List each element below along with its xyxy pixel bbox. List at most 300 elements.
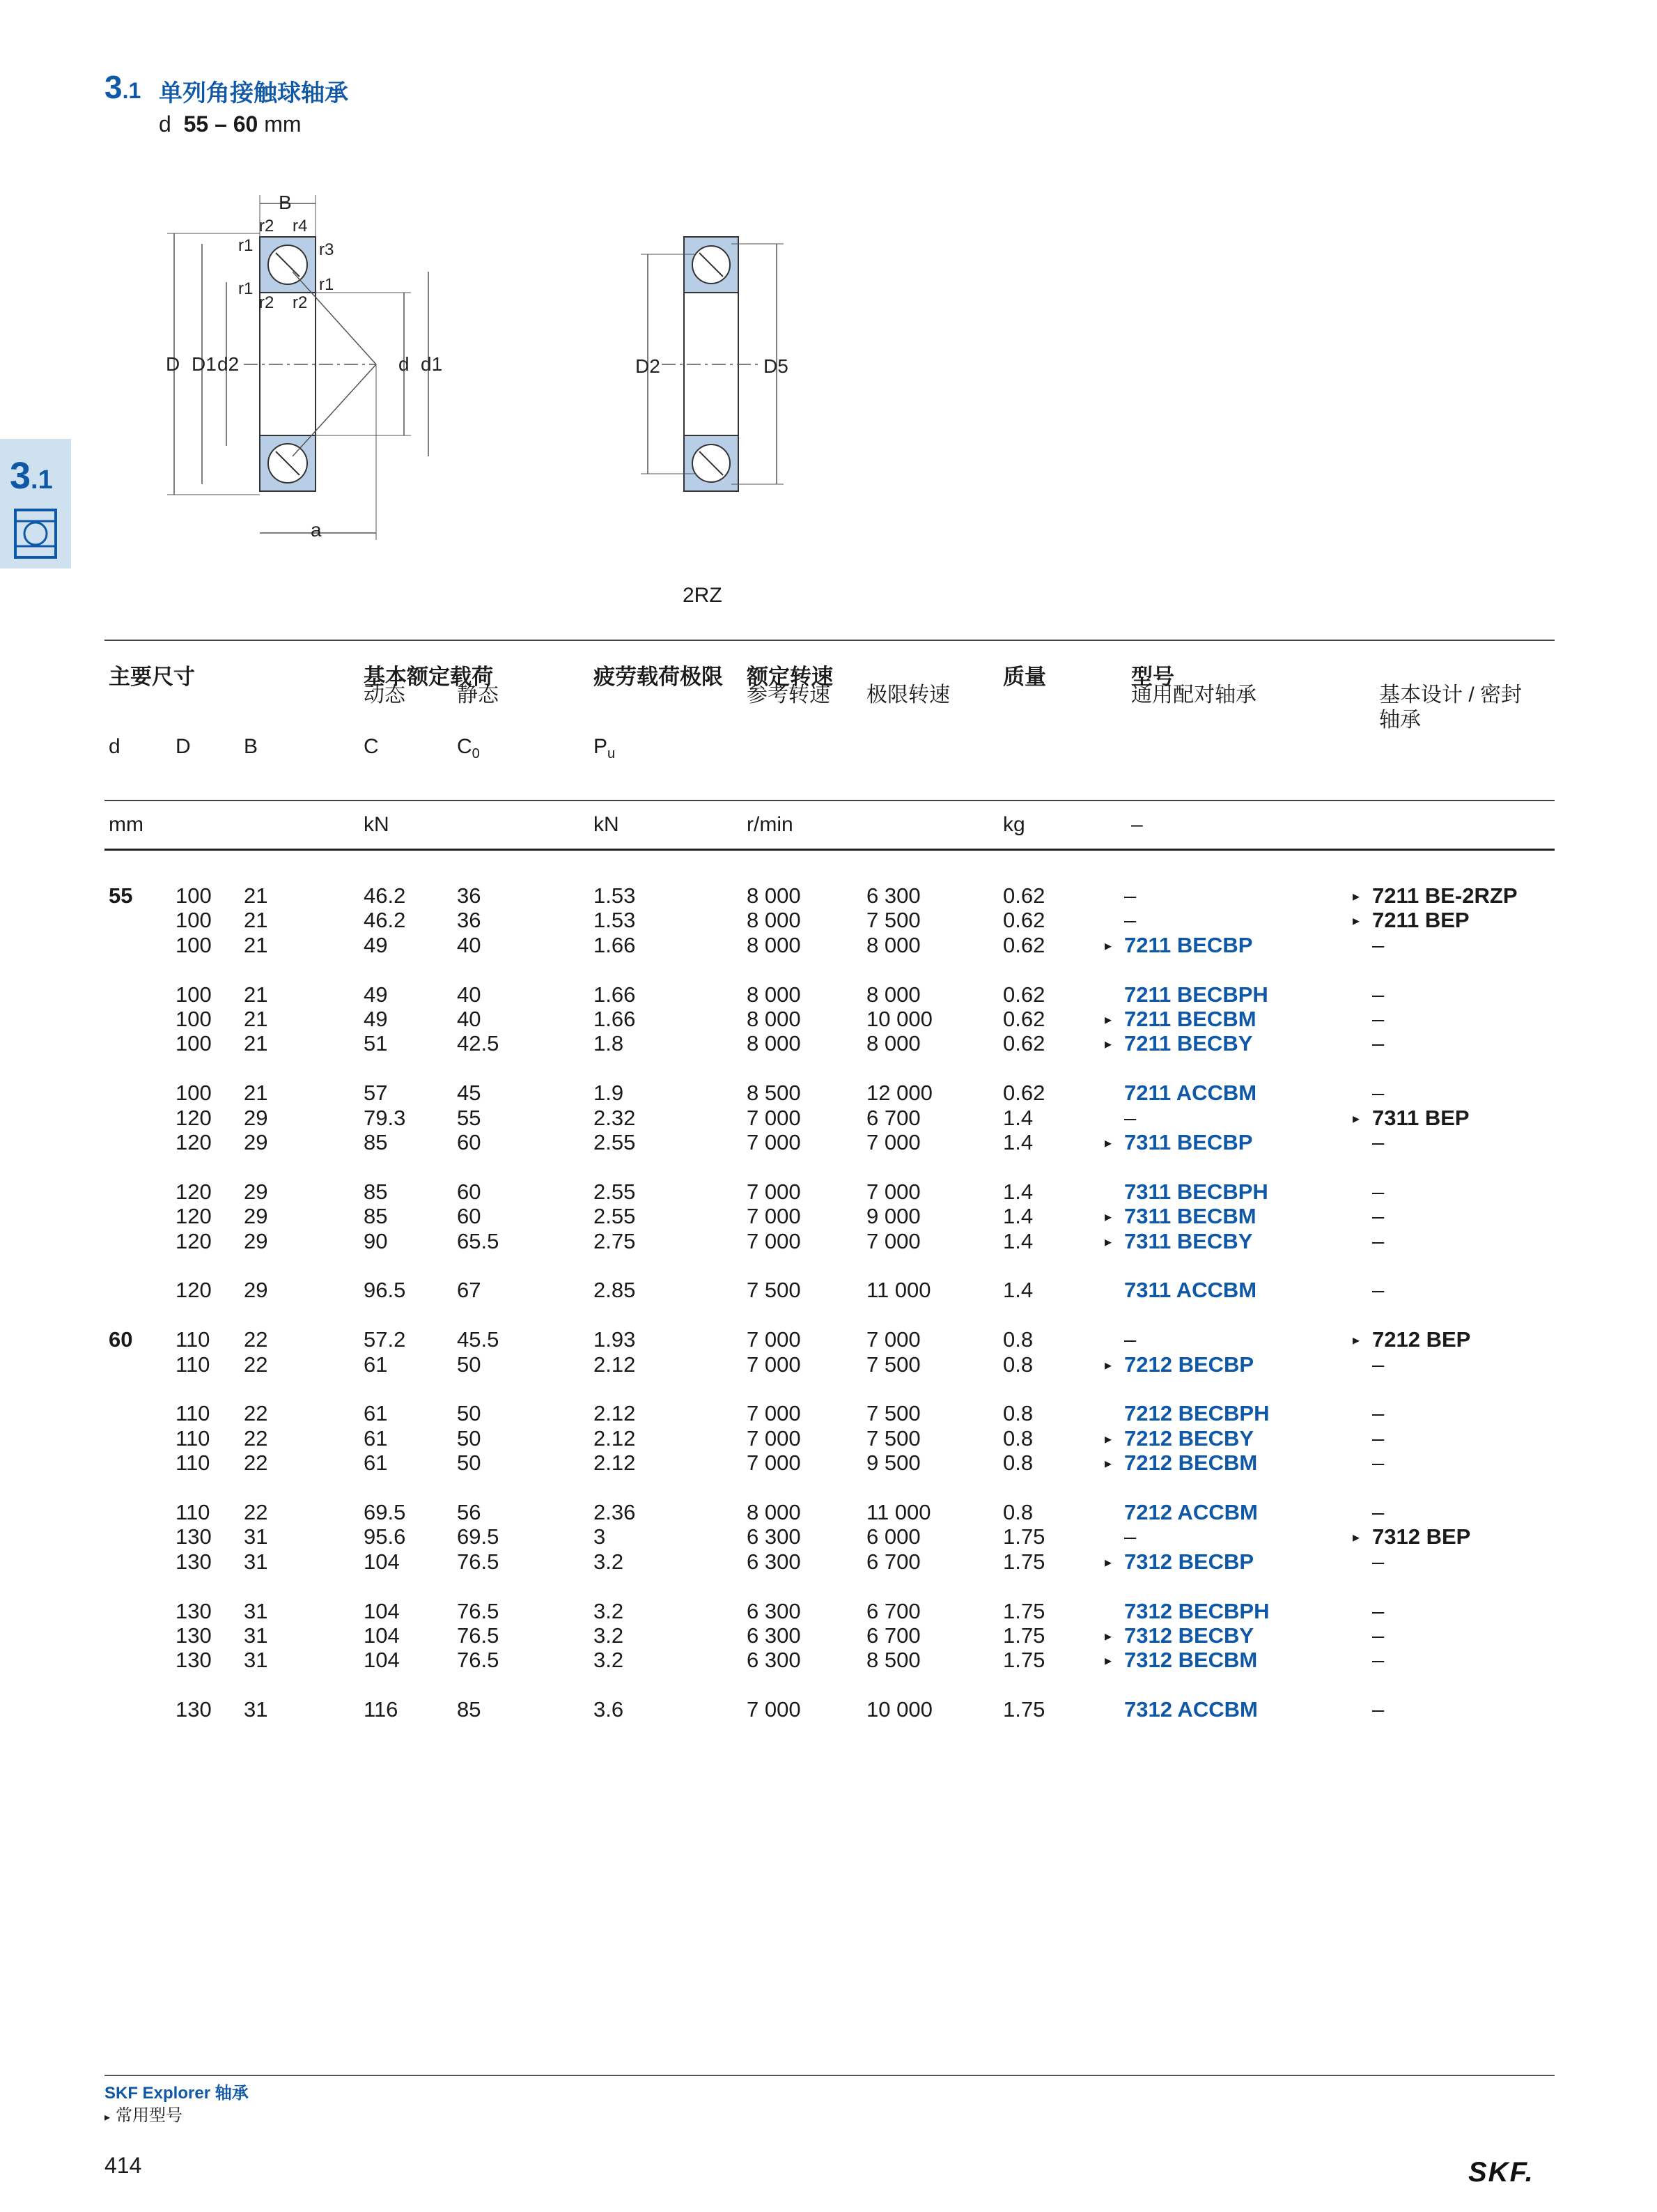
- universal-designation-text: 7312 BECBY: [1124, 1623, 1254, 1648]
- cell-ref-speed: 7 000: [747, 1105, 801, 1130]
- col-group-mass: 质量: [1003, 665, 1046, 689]
- svg-text:r1: r1: [238, 279, 254, 298]
- cell-universal-designation[interactable]: [1105, 1278, 1257, 1302]
- arrow-marker-icon: ▸: [1105, 1431, 1112, 1447]
- col-universal: 通用配对轴承: [1131, 683, 1257, 706]
- cell-ref-speed: 8 000: [747, 1007, 801, 1031]
- cell-C0: 76.5: [457, 1549, 499, 1574]
- cell-ref-speed: 6 300: [747, 1524, 801, 1549]
- cell-ref-speed: 8 000: [747, 932, 801, 957]
- unit-designation: –: [1131, 813, 1143, 836]
- cell-ref-speed: 8 000: [747, 883, 801, 908]
- basic-design-text: –: [1372, 1598, 1385, 1623]
- footer-note: ▸ 常用型号: [104, 2106, 183, 2125]
- cell-ref-speed: 7 000: [747, 1228, 801, 1253]
- cell-ref-speed: 7 000: [747, 1697, 801, 1722]
- cell-C: 104: [364, 1598, 400, 1623]
- cell-C0: 76.5: [457, 1623, 499, 1648]
- svg-text:D: D: [166, 353, 180, 375]
- universal-designation-text: 7311 BECBP: [1124, 1130, 1253, 1154]
- cell-C0: 36: [457, 908, 481, 933]
- cell-C0: 85: [457, 1697, 481, 1722]
- cell-D: 100: [176, 1031, 212, 1056]
- cell-Pu: 2.75: [593, 1228, 636, 1253]
- cell-universal-designation[interactable]: [1105, 1549, 1254, 1577]
- basic-design-text: –: [1372, 1623, 1385, 1648]
- universal-designation-text: 7212 BECBY: [1124, 1425, 1254, 1451]
- cell-B: 22: [244, 1451, 268, 1476]
- cell-limit-speed: 6 700: [866, 1549, 921, 1574]
- cell-mass: 0.8: [1003, 1425, 1034, 1451]
- svg-text:D1: D1: [192, 353, 217, 375]
- cell-ref-speed: 6 300: [747, 1623, 801, 1648]
- cell-limit-speed: 11 000: [866, 1278, 931, 1303]
- cell-D: 110: [176, 1327, 210, 1352]
- cell-mass: 1.4: [1003, 1130, 1034, 1154]
- cell-basic-design[interactable]: [1353, 1524, 1470, 1552]
- cell-limit-speed: 6 700: [866, 1623, 921, 1648]
- cell-mass: 1.4: [1003, 1204, 1034, 1229]
- cell-ref-speed: 6 300: [747, 1549, 801, 1574]
- cell-Pu: 3.2: [593, 1648, 624, 1673]
- cell-basic-design: [1353, 1451, 1384, 1475]
- basic-design-text: –: [1372, 1228, 1385, 1253]
- cell-B: 31: [244, 1598, 268, 1623]
- cell-basic-design: [1353, 1549, 1384, 1574]
- cell-B: 29: [244, 1228, 268, 1253]
- svg-text:r3: r3: [319, 240, 334, 259]
- cell-C: 46.2: [364, 908, 406, 933]
- cell-limit-speed: 7 000: [866, 1228, 921, 1253]
- cell-limit-speed: 6 700: [866, 1105, 921, 1130]
- cell-B: 22: [244, 1425, 268, 1451]
- cell-universal-designation[interactable]: [1105, 1130, 1252, 1158]
- cell-B: 21: [244, 1007, 268, 1031]
- bearing-icon: [14, 509, 57, 559]
- cell-B: 21: [244, 1031, 268, 1056]
- basic-design-text: –: [1372, 1401, 1385, 1426]
- cell-C: 49: [364, 1007, 388, 1031]
- cell-ref-speed: 7 000: [747, 1425, 801, 1451]
- cell-universal-designation[interactable]: [1105, 982, 1268, 1007]
- cell-C: 104: [364, 1648, 400, 1673]
- universal-designation-text: 7311 ACCBM: [1124, 1278, 1257, 1303]
- cell-mass: 0.8: [1003, 1500, 1034, 1524]
- drawing-caption: 2RZ: [683, 584, 722, 607]
- cell-B: 21: [244, 1081, 268, 1106]
- cell-C: 85: [364, 1204, 388, 1229]
- universal-designation-text: 7312 BECBP: [1124, 1549, 1254, 1574]
- cell-D: 110: [176, 1451, 210, 1476]
- universal-designation-text: –: [1124, 1105, 1137, 1130]
- cell-ref-speed: 6 300: [747, 1648, 801, 1673]
- cell-D: 110: [176, 1352, 210, 1377]
- cell-limit-speed: 6 000: [866, 1524, 921, 1549]
- svg-text:D2: D2: [635, 355, 660, 377]
- arrow-marker-icon: ▸: [1353, 1111, 1360, 1127]
- cell-mass: 0.8: [1003, 1352, 1034, 1377]
- cell-universal-designation[interactable]: [1105, 1007, 1257, 1035]
- cell-basic-design[interactable]: [1353, 883, 1518, 911]
- arrow-marker-icon: ▸: [1105, 1554, 1112, 1570]
- cell-D: 120: [176, 1278, 212, 1303]
- cell-C: 69.5: [364, 1500, 406, 1524]
- svg-text:r2: r2: [293, 293, 308, 312]
- cell-mass: 1.75: [1003, 1648, 1045, 1673]
- cell-limit-speed: 8 500: [866, 1648, 921, 1673]
- cell-Pu: 3.2: [593, 1623, 624, 1648]
- cell-D: 100: [176, 908, 212, 933]
- svg-text:r2: r2: [259, 217, 274, 235]
- arrow-marker-icon: ▸: [1105, 1234, 1112, 1250]
- sym-C0: $C_0$: [457, 735, 480, 761]
- cell-C: 49: [364, 982, 388, 1007]
- cell-mass: 0.62: [1003, 908, 1045, 933]
- cell-Pu: 1.66: [593, 1007, 636, 1031]
- cell-B: 21: [244, 982, 268, 1007]
- col-basic-design: 基本设计 / 密封: [1379, 683, 1523, 706]
- universal-designation-text: –: [1124, 1524, 1137, 1549]
- cell-universal-designation[interactable]: [1105, 1031, 1252, 1059]
- cell-D: 120: [176, 1130, 212, 1154]
- cell-mass: 0.8: [1003, 1401, 1034, 1426]
- arrow-marker-icon: ▸: [1105, 1209, 1112, 1225]
- cell-ref-speed: 7 000: [747, 1401, 801, 1426]
- svg-text:r1: r1: [238, 236, 254, 255]
- chapter-tab-number: 3.1: [10, 455, 53, 497]
- cell-limit-speed: 7 500: [866, 1401, 921, 1426]
- cell-mass: 1.75: [1003, 1524, 1045, 1549]
- footer-brand: SKF Explorer 轴承: [104, 2084, 249, 2103]
- cell-C0: 50: [457, 1451, 481, 1476]
- universal-designation-text: 7311 BECBY: [1124, 1228, 1253, 1253]
- cell-basic-design: [1353, 1278, 1384, 1302]
- arrow-marker-icon: ▸: [1105, 1653, 1112, 1669]
- svg-text:r4: r4: [293, 217, 308, 235]
- cell-C: 79.3: [364, 1105, 406, 1130]
- sealed-bearing-drawing: [620, 223, 801, 516]
- cell-Pu: 1.53: [593, 908, 636, 933]
- cell-basic-design[interactable]: [1353, 908, 1470, 936]
- cell-limit-speed: 8 000: [866, 982, 921, 1007]
- cell-universal-designation[interactable]: [1105, 1426, 1254, 1454]
- cell-universal-designation[interactable]: [1105, 1352, 1254, 1380]
- arrow-marker-icon: ▸: [1105, 1037, 1112, 1053]
- arrow-marker-icon: ▸: [1105, 1629, 1112, 1644]
- cell-Pu: 1.53: [593, 883, 636, 908]
- cell-Pu: 2.12: [593, 1425, 636, 1451]
- cell-C0: 60: [457, 1179, 481, 1204]
- cell-basic-design: [1353, 1204, 1384, 1228]
- cell-B: 21: [244, 932, 268, 957]
- cell-Pu: 3.6: [593, 1697, 624, 1722]
- cell-universal-designation[interactable]: [1105, 1204, 1257, 1232]
- cell-C: 96.5: [364, 1278, 406, 1303]
- cell-C: 90: [364, 1228, 388, 1253]
- cell-Pu: 2.36: [593, 1500, 636, 1524]
- cell-C: 57: [364, 1081, 388, 1106]
- cell-universal-designation: [1105, 908, 1136, 932]
- cell-D: 130: [176, 1524, 212, 1549]
- col-group-speed: 额定转速: [747, 665, 833, 689]
- cell-B: 31: [244, 1623, 268, 1648]
- basic-design-text: –: [1372, 1451, 1385, 1476]
- cell-B: 31: [244, 1648, 268, 1673]
- cell-basic-design: [1353, 1007, 1384, 1031]
- col-static: 静态: [457, 683, 499, 706]
- chapter-tab: [0, 439, 71, 569]
- svg-text:d2: d2: [217, 353, 240, 375]
- cell-limit-speed: 7 500: [866, 1425, 921, 1451]
- cell-mass: 1.4: [1003, 1228, 1034, 1253]
- cell-ref-speed: 7 500: [747, 1278, 801, 1303]
- cell-B: 31: [244, 1524, 268, 1549]
- cell-basic-design: [1353, 1401, 1384, 1425]
- cell-limit-speed: 11 000: [866, 1500, 931, 1524]
- cell-Pu: 3.2: [593, 1549, 624, 1574]
- cell-C0: 50: [457, 1352, 481, 1377]
- cell-C0: 76.5: [457, 1598, 499, 1623]
- col-basic-design-2: 轴承: [1379, 709, 1421, 732]
- cell-basic-design[interactable]: [1353, 1327, 1470, 1355]
- cell-universal-designation: [1105, 1524, 1136, 1549]
- basic-design-text: 7211 BEP: [1372, 908, 1470, 933]
- cell-C: 61: [364, 1451, 388, 1476]
- cell-universal-designation[interactable]: [1105, 1697, 1258, 1722]
- basic-design-text: –: [1372, 1007, 1385, 1031]
- cell-Pu: 1.9: [593, 1081, 624, 1106]
- universal-designation-text: 7312 BECBM: [1124, 1648, 1258, 1673]
- basic-design-text: 7312 BEP: [1372, 1524, 1471, 1549]
- universal-designation-text: 7312 BECBPH: [1124, 1598, 1270, 1623]
- cell-universal-designation[interactable]: [1105, 1229, 1252, 1257]
- cell-mass: 0.62: [1003, 932, 1045, 957]
- cell-ref-speed: 8 000: [747, 982, 801, 1007]
- cell-mass: 0.8: [1003, 1451, 1034, 1476]
- cell-basic-design: [1353, 1031, 1384, 1055]
- cell-limit-speed: 8 000: [866, 932, 921, 957]
- cell-universal-designation[interactable]: [1105, 1081, 1257, 1105]
- cell-D: 120: [176, 1204, 212, 1229]
- universal-designation-text: 7212 BECBP: [1124, 1352, 1254, 1377]
- cell-B: 29: [244, 1179, 268, 1204]
- arrow-marker-icon: ▸: [1353, 1530, 1360, 1546]
- cell-ref-speed: 7 000: [747, 1179, 801, 1204]
- cell-mass: 1.75: [1003, 1623, 1045, 1648]
- cell-ref-speed: 7 000: [747, 1327, 801, 1352]
- cell-C: 61: [364, 1425, 388, 1451]
- cell-Pu: 2.85: [593, 1278, 636, 1303]
- sym-B: B: [244, 735, 258, 758]
- cell-C: 46.2: [364, 883, 406, 908]
- cell-ref-speed: 8 000: [747, 908, 801, 933]
- cell-B: 22: [244, 1401, 268, 1426]
- cell-D: 110: [176, 1401, 210, 1426]
- cell-C0: 40: [457, 932, 481, 957]
- basic-design-text: –: [1372, 1179, 1385, 1204]
- cell-basic-design: [1353, 1130, 1384, 1154]
- cell-B: 21: [244, 908, 268, 933]
- cell-universal-designation[interactable]: [1105, 1401, 1269, 1425]
- table-top-rule: [104, 640, 1555, 641]
- arrow-marker-icon: ▸: [1353, 913, 1360, 929]
- unit-kn: kN: [364, 813, 389, 836]
- universal-designation-text: –: [1124, 1327, 1137, 1352]
- cell-D: 130: [176, 1697, 212, 1722]
- cell-basic-design[interactable]: [1353, 1106, 1470, 1134]
- cell-limit-speed: 7 000: [866, 1130, 921, 1154]
- cell-C0: 67: [457, 1278, 481, 1303]
- svg-text:r2: r2: [259, 293, 274, 312]
- cell-C: 104: [364, 1623, 400, 1648]
- cell-D: 130: [176, 1549, 212, 1574]
- svg-text:B: B: [279, 192, 292, 213]
- cell-C0: 60: [457, 1130, 481, 1154]
- unit-kg: kg: [1003, 813, 1025, 836]
- cell-C: 95.6: [364, 1524, 406, 1549]
- cell-B: 22: [244, 1327, 268, 1352]
- cell-universal-designation: [1105, 1327, 1136, 1352]
- basic-design-text: –: [1372, 1081, 1385, 1106]
- cell-basic-design: [1353, 1697, 1384, 1722]
- cell-basic-design: [1353, 982, 1384, 1007]
- cell-mass: 1.75: [1003, 1697, 1045, 1722]
- basic-design-text: –: [1372, 1352, 1385, 1377]
- cell-mass: 1.4: [1003, 1278, 1034, 1303]
- cell-B: 29: [244, 1278, 268, 1303]
- cell-C0: 50: [457, 1401, 481, 1426]
- universal-designation-text: –: [1124, 908, 1137, 933]
- cell-Pu: 2.12: [593, 1401, 636, 1426]
- cell-C0: 55: [457, 1105, 481, 1130]
- cell-basic-design: [1353, 1180, 1384, 1204]
- cell-C0: 65.5: [457, 1228, 499, 1253]
- cell-basic-design: [1353, 1352, 1384, 1377]
- cell-C0: 36: [457, 883, 481, 908]
- svg-text:r1: r1: [319, 275, 334, 294]
- cell-Pu: 1.66: [593, 982, 636, 1007]
- cell-basic-design: [1353, 1229, 1384, 1253]
- cell-C0: 45.5: [457, 1327, 499, 1352]
- cell-Pu: 2.55: [593, 1179, 636, 1204]
- cell-universal-designation[interactable]: [1105, 933, 1252, 961]
- cell-B: 21: [244, 883, 268, 908]
- arrow-marker-icon: ▸: [1105, 1136, 1112, 1151]
- svg-text:a: a: [311, 519, 322, 541]
- col-group-fatigue: 疲劳载荷极限: [593, 665, 723, 689]
- basic-design-text: –: [1372, 1278, 1385, 1303]
- cell-ref-speed: 7 000: [747, 1451, 801, 1476]
- cell-Pu: 3.2: [593, 1598, 624, 1623]
- arrow-marker-icon: ▸: [1105, 1456, 1112, 1472]
- cell-ref-speed: 7 000: [747, 1130, 801, 1154]
- cell-mass: 1.75: [1003, 1549, 1045, 1574]
- cell-limit-speed: 7 500: [866, 908, 921, 933]
- col-ref-speed: 参考转速: [747, 683, 830, 706]
- cell-universal-designation[interactable]: [1105, 1648, 1257, 1676]
- basic-design-text: –: [1372, 1500, 1385, 1524]
- cell-C: 61: [364, 1352, 388, 1377]
- cell-D: 130: [176, 1623, 212, 1648]
- universal-designation-text: 7211 BECBP: [1124, 932, 1253, 957]
- sym-d: d: [109, 735, 120, 758]
- footer-rule: [104, 2075, 1555, 2076]
- cell-d: 60: [109, 1327, 133, 1352]
- cell-universal-designation[interactable]: [1105, 1451, 1257, 1478]
- cell-limit-speed: 10 000: [866, 1697, 933, 1722]
- page-number: 414: [104, 2153, 142, 2178]
- cell-limit-speed: 7 500: [866, 1352, 921, 1377]
- cell-C0: 56: [457, 1500, 481, 1524]
- basic-design-text: –: [1372, 1425, 1385, 1451]
- cell-D: 130: [176, 1598, 212, 1623]
- cell-limit-speed: 7 000: [866, 1327, 921, 1352]
- sym-D: D: [176, 735, 191, 758]
- svg-text:d1: d1: [421, 353, 443, 375]
- cell-universal-designation: [1105, 1106, 1136, 1130]
- arrow-marker-icon: ▸: [1105, 1357, 1112, 1373]
- cell-Pu: 2.32: [593, 1105, 636, 1130]
- basic-design-text: –: [1372, 1549, 1385, 1574]
- universal-designation-text: 7211 BECBPH: [1124, 982, 1268, 1007]
- cell-Pu: 1.93: [593, 1327, 636, 1352]
- cell-C0: 40: [457, 1007, 481, 1031]
- cell-mass: 0.8: [1003, 1327, 1034, 1352]
- units-top-rule: [104, 800, 1555, 801]
- cell-C0: 45: [457, 1081, 481, 1106]
- cell-ref-speed: 8 000: [747, 1031, 801, 1056]
- cell-universal-designation[interactable]: [1105, 1623, 1254, 1651]
- arrow-marker-icon: ▸: [1353, 1333, 1360, 1349]
- universal-designation-text: 7212 BECBM: [1124, 1451, 1258, 1476]
- universal-designation-text: 7311 BECBM: [1124, 1204, 1257, 1229]
- cell-D: 120: [176, 1179, 212, 1204]
- basic-design-text: –: [1372, 1697, 1385, 1722]
- cell-universal-designation: [1105, 883, 1136, 908]
- svg-text:D5: D5: [763, 355, 788, 377]
- cell-limit-speed: 7 000: [866, 1179, 921, 1204]
- universal-designation-text: 7211 ACCBM: [1124, 1081, 1257, 1106]
- basic-design-text: 7212 BEP: [1372, 1327, 1471, 1352]
- skf-logo: SKF.: [1468, 2157, 1534, 2188]
- basic-design-text: –: [1372, 932, 1385, 957]
- cell-limit-speed: 10 000: [866, 1007, 933, 1031]
- cell-ref-speed: 8 000: [747, 1500, 801, 1524]
- col-limit-speed: 极限转速: [866, 683, 950, 706]
- cell-D: 100: [176, 1081, 212, 1106]
- cell-universal-designation[interactable]: [1105, 1180, 1268, 1204]
- universal-designation-text: 7211 BECBM: [1124, 1007, 1257, 1031]
- cell-C: 61: [364, 1401, 388, 1426]
- cell-limit-speed: 9 500: [866, 1451, 921, 1476]
- cell-mass: 1.4: [1003, 1179, 1034, 1204]
- cell-universal-designation[interactable]: [1105, 1500, 1258, 1524]
- universal-designation-text: 7211 BECBY: [1124, 1031, 1253, 1056]
- cell-mass: 1.4: [1003, 1105, 1034, 1130]
- cell-mass: 0.62: [1003, 982, 1045, 1007]
- cell-limit-speed: 8 000: [866, 1031, 921, 1056]
- universal-designation-text: 7212 ACCBM: [1124, 1500, 1258, 1524]
- cell-B: 29: [244, 1130, 268, 1154]
- cell-universal-designation[interactable]: [1105, 1599, 1269, 1623]
- universal-designation-text: –: [1124, 883, 1137, 908]
- cell-D: 100: [176, 1007, 212, 1031]
- cell-Pu: 2.12: [593, 1451, 636, 1476]
- cell-D: 110: [176, 1500, 210, 1524]
- cell-basic-design: [1353, 1426, 1384, 1451]
- cell-limit-speed: 6 300: [866, 883, 921, 908]
- basic-design-text: 7211 BE-2RZP: [1372, 883, 1518, 908]
